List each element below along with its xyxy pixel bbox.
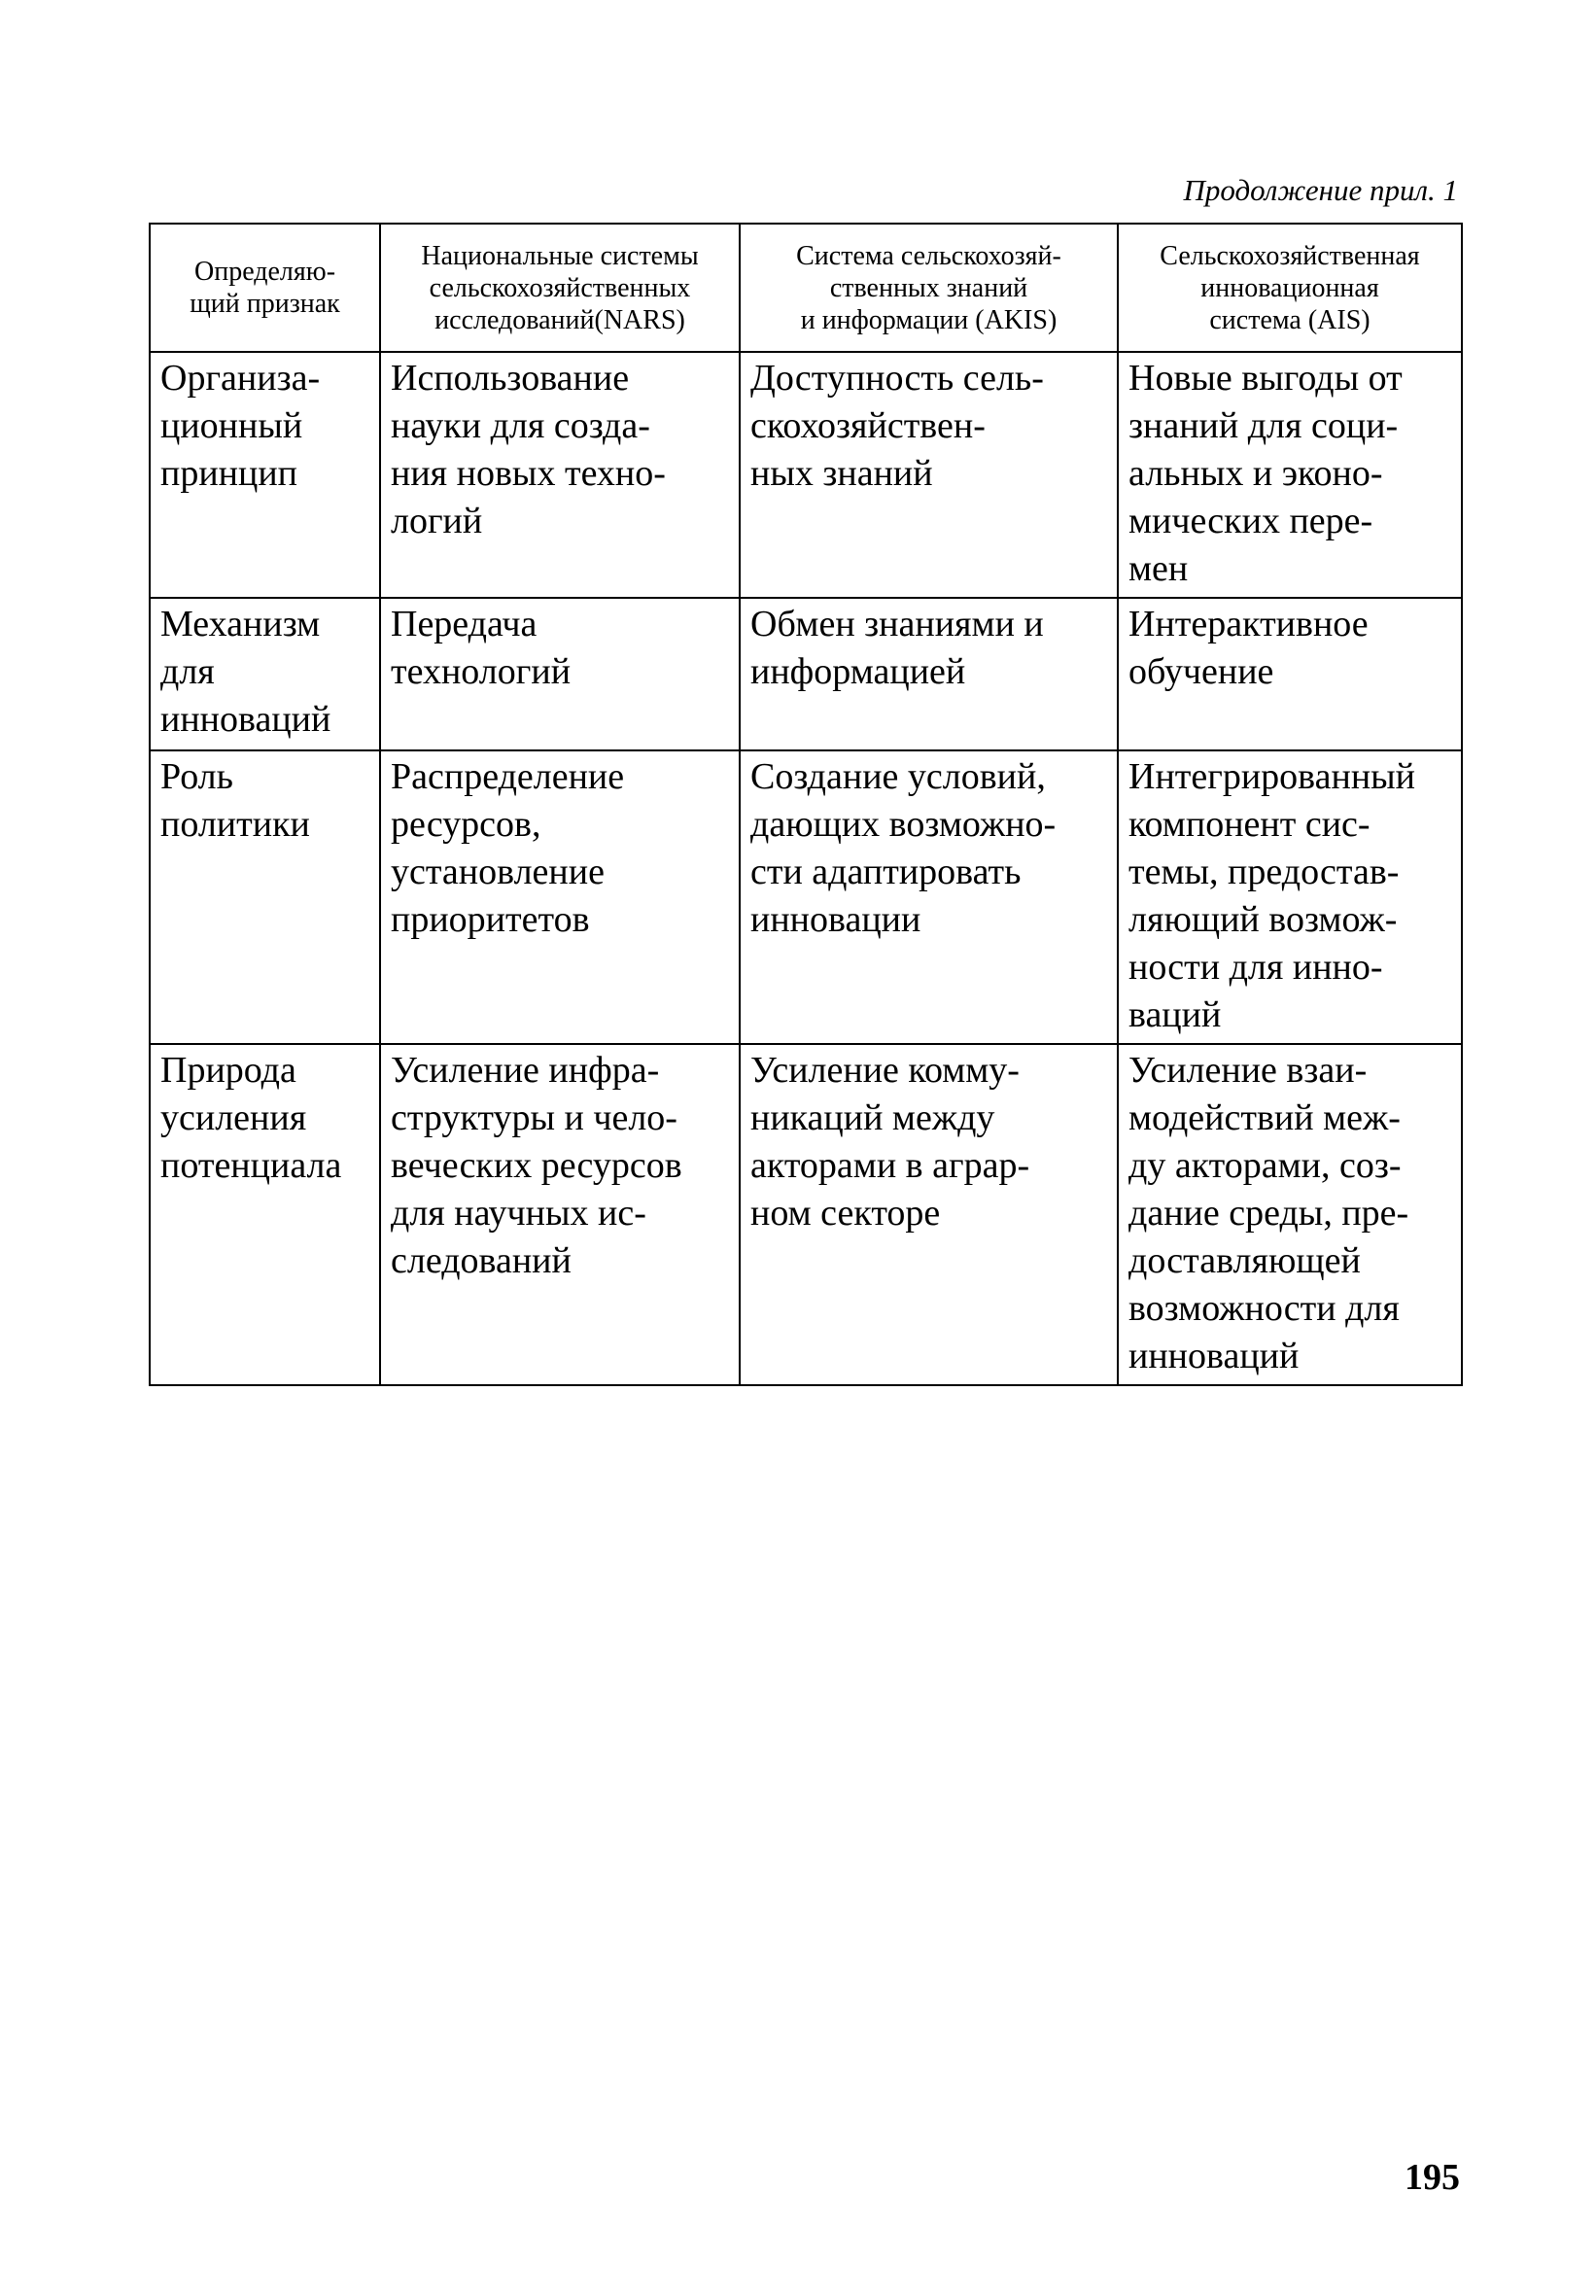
page-number: 195 xyxy=(1405,2157,1460,2198)
akis-cell xyxy=(740,750,1118,1044)
cell-text-line: скохозяйствен- xyxy=(750,405,986,446)
cell-text-line: ду акторами, соз- xyxy=(1128,1145,1402,1186)
cell-text-line: Обмен знаниями и xyxy=(750,604,1044,644)
header-cell-ais xyxy=(1118,224,1462,352)
cell-text-line: мических пере- xyxy=(1128,501,1373,541)
cell-text-line: для xyxy=(160,651,215,692)
cell-text-line: Организа- xyxy=(160,358,321,399)
nars-cell xyxy=(380,750,740,1044)
nars-cell xyxy=(380,1044,740,1385)
header-text-line: Сельскохозяйственная xyxy=(1160,240,1420,271)
header-text-line: Национальные системы xyxy=(421,240,699,271)
header-text-line: Система сельскохозяй- xyxy=(796,240,1061,271)
cell-text-line: технологий xyxy=(391,651,572,692)
header-text-line: исследований(NARS) xyxy=(434,304,685,335)
cell-text-line: модействий меж- xyxy=(1128,1097,1401,1138)
cell-text-line: ционный xyxy=(160,405,303,446)
cell-text-line: Интерактивное xyxy=(1128,604,1369,644)
header-text-line: щий признак xyxy=(190,289,340,319)
ais-cell xyxy=(1118,598,1462,750)
cell-text-line: Усиление взаи- xyxy=(1128,1050,1368,1091)
nars-cell xyxy=(380,598,740,750)
cell-text-line: инноваций xyxy=(1128,1336,1300,1376)
cell-text-line: Механизм xyxy=(160,604,321,644)
cell-text-line: Новые выгоды от xyxy=(1128,358,1403,399)
akis-cell xyxy=(740,598,1118,750)
table-caption: Продолжение прил. 1 xyxy=(1183,173,1458,207)
cell-text-line: ваций xyxy=(1128,994,1222,1035)
cell-text-line: инноваций xyxy=(160,699,331,740)
cell-text-line: потенциала xyxy=(160,1145,342,1186)
cell-text-line: темы, предостав- xyxy=(1128,852,1400,892)
cell-text-line: Доступность сель- xyxy=(750,358,1044,399)
cell-text-line: обучение xyxy=(1128,651,1274,692)
cell-text-line: ности для инно- xyxy=(1128,947,1383,988)
cell-text-line: принцип xyxy=(160,453,298,494)
header-cell-feature xyxy=(150,224,380,352)
cell-text-line: ном секторе xyxy=(750,1193,941,1234)
cell-text-line: ресурсов, xyxy=(391,804,541,845)
cell-text-line: Передача xyxy=(391,604,538,644)
cell-text-line: установление xyxy=(391,852,605,892)
cell-text-line: Создание условий, xyxy=(750,756,1046,797)
cell-text-line: Усиление комму- xyxy=(750,1050,1020,1091)
header-text-line: и информации (AKIS) xyxy=(800,304,1058,335)
cell-text-line: для научных ис- xyxy=(391,1193,646,1234)
cell-text-line: Усиление инфра- xyxy=(391,1050,660,1091)
table-row xyxy=(150,598,1462,750)
cell-text-line: компонент сис- xyxy=(1128,804,1370,845)
cell-text-line: Использование xyxy=(391,358,630,399)
cell-text-line: акторами в аграр- xyxy=(750,1145,1030,1186)
header-text-line: сельскохозяйственных xyxy=(429,272,691,303)
cell-text-line: логий xyxy=(391,501,483,541)
row-feature-cell xyxy=(150,352,380,598)
ais-cell xyxy=(1118,1044,1462,1385)
table-row xyxy=(150,1044,1462,1385)
nars-cell xyxy=(380,352,740,598)
header-text-line: система (AIS) xyxy=(1209,304,1370,335)
cell-text-line: политики xyxy=(160,804,310,845)
cell-text-line: усиления xyxy=(160,1097,307,1138)
cell-text-line: информацией xyxy=(750,651,966,692)
cell-text-line: Распределение xyxy=(391,756,625,797)
cell-text-line: приоритетов xyxy=(391,899,590,940)
row-feature-cell xyxy=(150,1044,380,1385)
cell-text-line: альных и эконо- xyxy=(1128,453,1383,494)
cell-text-line: сти адаптировать xyxy=(750,852,1022,892)
cell-text-line: структуры и чело- xyxy=(391,1097,677,1138)
cell-text-line: Интегрированный xyxy=(1128,756,1416,797)
cell-text-line: возможности для xyxy=(1128,1288,1400,1329)
header-cell-akis xyxy=(740,224,1118,352)
header-cell-nars xyxy=(380,224,740,352)
cell-text-line: Природа xyxy=(160,1050,296,1091)
cell-text-line: веческих ресурсов xyxy=(391,1145,682,1186)
table-row xyxy=(150,750,1462,1044)
akis-cell xyxy=(740,352,1118,598)
akis-cell xyxy=(740,1044,1118,1385)
cell-text-line: ных знаний xyxy=(750,453,933,494)
cell-text-line: ляющий возмож- xyxy=(1128,899,1398,940)
cell-text-line: Роль xyxy=(160,756,233,797)
table-row xyxy=(150,352,1462,598)
cell-text-line: следований xyxy=(391,1240,572,1281)
cell-text-line: дание среды, пре- xyxy=(1128,1193,1409,1234)
cell-text-line: доставляющей xyxy=(1128,1240,1361,1281)
cell-text-line: мен xyxy=(1128,548,1189,589)
header-text-line: инновационная xyxy=(1200,272,1379,303)
ais-cell xyxy=(1118,750,1462,1044)
cell-text-line: науки для созда- xyxy=(391,405,650,446)
row-feature-cell xyxy=(150,598,380,750)
comparison-table xyxy=(149,223,1463,1386)
ais-cell xyxy=(1118,352,1462,598)
cell-text-line: ния новых техно- xyxy=(391,453,666,494)
cell-text-line: никаций между xyxy=(750,1097,995,1138)
row-feature-cell xyxy=(150,750,380,1044)
header-text-line: Определяю- xyxy=(193,257,336,287)
cell-text-line: дающих возможно- xyxy=(750,804,1057,845)
cell-text-line: знаний для соци- xyxy=(1128,405,1399,446)
cell-text-line: инновации xyxy=(750,899,921,940)
table-header-row xyxy=(150,224,1462,352)
header-text-line: ственных знаний xyxy=(829,272,1028,303)
